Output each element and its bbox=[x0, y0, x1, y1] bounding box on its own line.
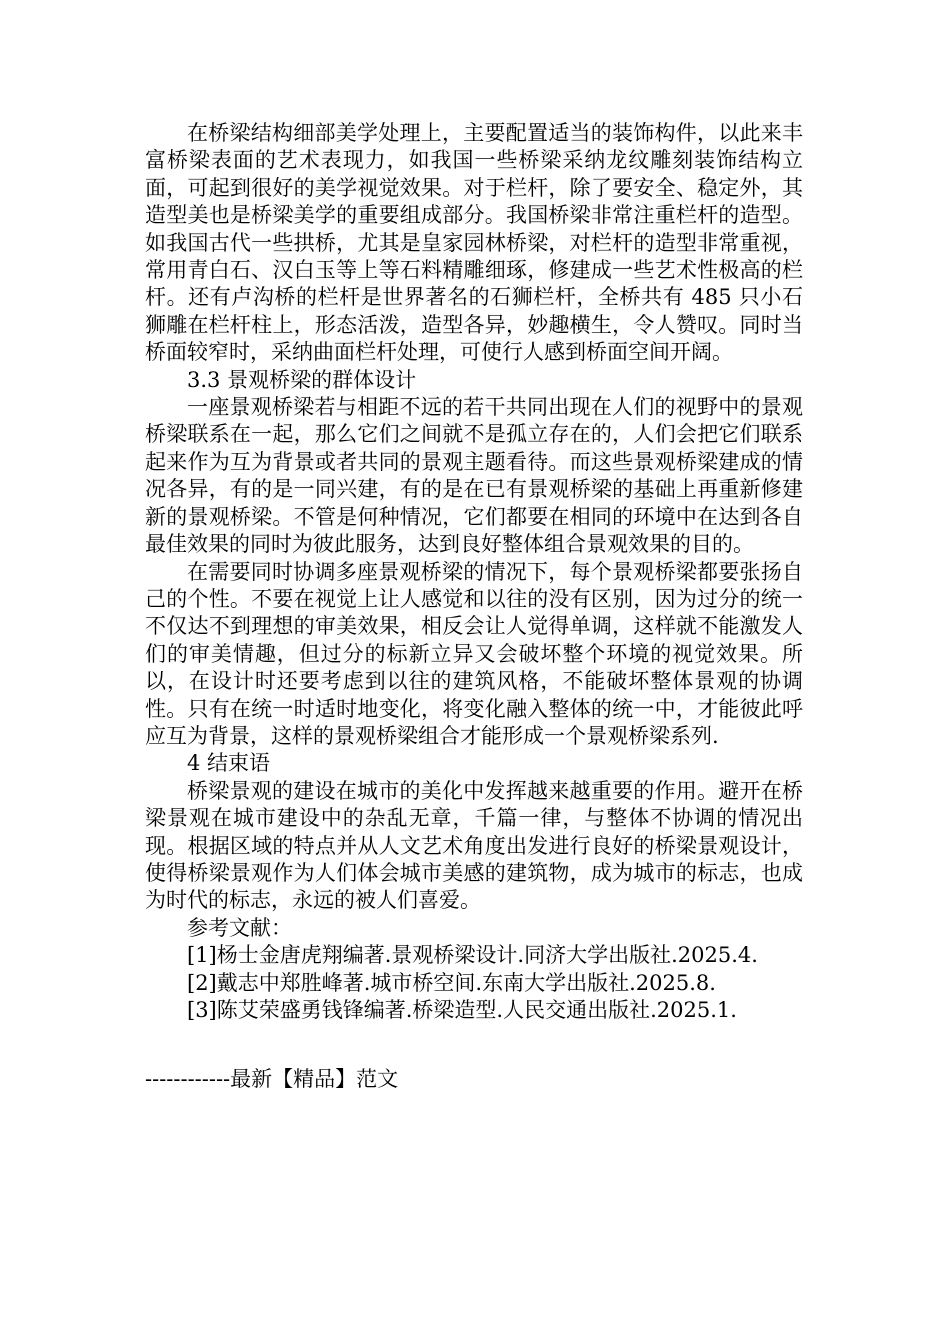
references-title: 参考文献： bbox=[187, 915, 292, 940]
section-heading-group-design: 3.3 景观桥梁的群体设计 bbox=[187, 367, 417, 392]
footer-label: ------------最新【精品】范文 bbox=[145, 1067, 399, 1091]
paragraph-conclusion: 桥梁景观的建设在城市的美化中发挥越来越重要的作用。避开在桥梁景观在城市建设中的杂乱无章，千篇一律，与整体不协调的情况出现。根据区域的特点并从人文艺术角度出发进行良好的桥梁景观设计，使得桥梁景观作为人们体会城市美感的建筑物，成为城市的标志，也成为时代的标志，永远的被人们喜爱。 bbox=[145, 778, 803, 913]
reference-item: [1]杨士金唐虎翔编著.景观桥梁设计.同济大学出版社.2025.4. bbox=[187, 943, 758, 968]
paragraph-coordination: 在需要同时协调多座景观桥梁的情况下，每个景观桥梁都要张扬自己的个性。不要在视觉上让人感觉和以往的没有区别，因为过分的统一不仅达不到理想的审美效果，相反会让人觉得单调，这样就不能激发人们的审美情趣，但过分的标新立异又会破坏整个环境的视觉效果。所以，在设计时还要考虑到以往的建筑风格，不能破坏整体景观的协调性。只有在统一时适时地变化，将变化融入整体的统一中，才能彼此呼应互为背景，这样的景观桥梁组合才能形成一个景观桥梁系列. bbox=[145, 559, 803, 748]
reference-item: [3]陈艾荣盛勇钱锋编著.桥梁造型.人民交通出版社.2025.1. bbox=[187, 998, 737, 1022]
paragraph-bridge-group: 一座景观桥梁若与相距不远的若干共同出现在人们的视野中的景观桥梁联系在一起，那么它们之间就不是孤立存在的，人们会把它们联系起来作为互为背景或者共同的景观主题看待。而这些景观桥梁建成的情况各异，有的是一同兴建，有的是在已有景观桥梁的基础上再重新修建新的景观桥梁。不管是何种情况，它们都要在相同的环境中在达到各自最佳效果的同时为彼此服务，达到良好整体组合景观效果的目的。 bbox=[145, 395, 803, 557]
reference-item: [2]戴志中郑胜峰著.城市桥空间.东南大学出版社.2025.8. bbox=[187, 970, 716, 995]
paragraph-railing-aesthetics: 在桥梁结构细部美学处理上，主要配置适当的装饰构件，以此来丰富桥梁表面的艺术表现力，如我国一些桥梁采纳龙纹雕刻装饰结构立面，可起到很好的美学视觉效果。对于栏杆，除了要安全、稳定外，其造型美也是桥梁美学的重要组成部分。我国桥梁非常注重栏杆的造型。如我国古代一些拱桥，尤其是皇家园林桥梁，对栏杆的造型非常重视，常用青白石、汉白玉等上等石料精雕细琢，修建成一些艺术性极高的栏杆。还有卢沟桥的栏杆是世界著名的石狮栏杆，全桥共有 485 只小石狮雕在栏杆柱上，形态活泼，造型各异，妙趣横生，令人赞叹。同时当桥面较窄时，采纳曲面栏杆处理，可使行人感到桥面空间开阔。 bbox=[145, 121, 803, 365]
document-body bbox=[145, 120, 803, 1024]
section-heading-conclusion: 4 结束语 bbox=[187, 751, 271, 776]
